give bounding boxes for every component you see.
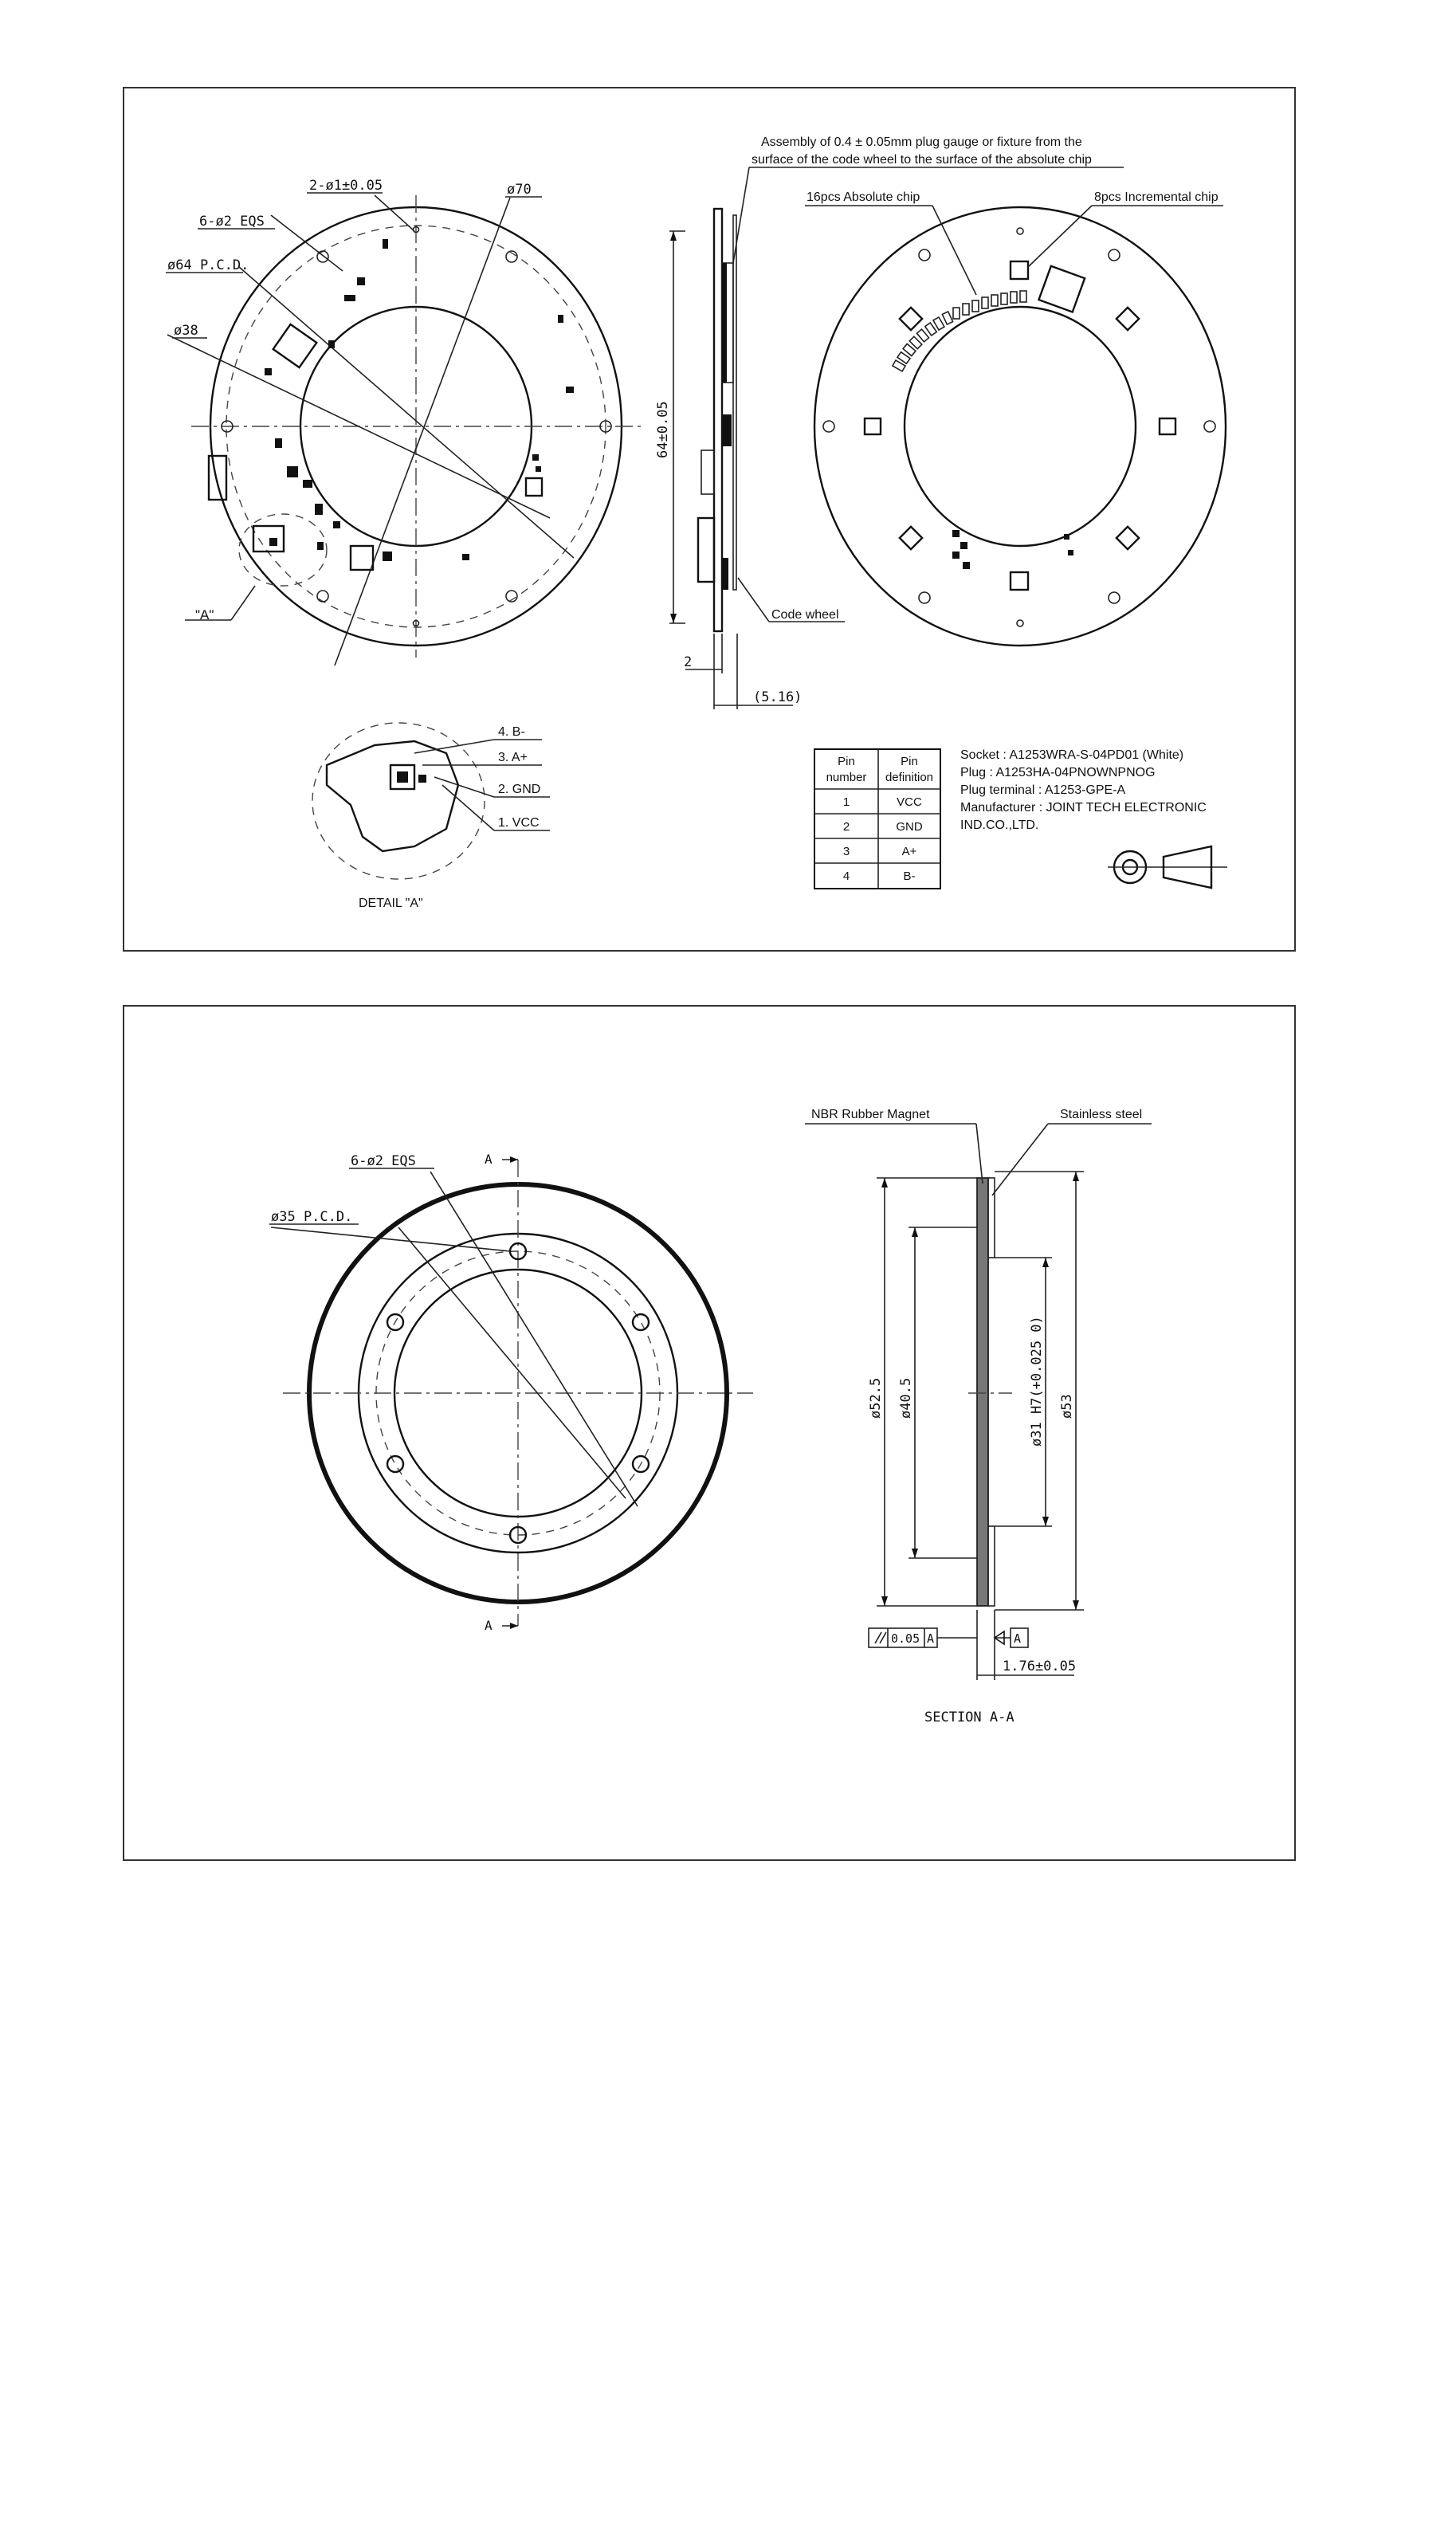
incremental-chip xyxy=(1160,418,1175,434)
absolute-chip xyxy=(1020,291,1026,302)
pin-hole xyxy=(1017,228,1023,234)
smd xyxy=(536,466,541,472)
hole xyxy=(1109,249,1120,261)
side-components xyxy=(722,414,732,446)
smd xyxy=(287,466,298,477)
d70-label: ø70 xyxy=(507,182,532,198)
pin-table-header: Pin xyxy=(901,755,918,768)
section-arrow-top xyxy=(510,1156,518,1163)
code-wheel-side xyxy=(733,215,736,590)
pin-table-header: number xyxy=(826,771,867,784)
section-view xyxy=(805,1124,1152,1680)
section-title: SECTION A-A xyxy=(924,1710,1014,1725)
nbr-label: NBR Rubber Magnet xyxy=(811,1108,930,1121)
absolute-chip xyxy=(991,295,998,306)
absolute-chip xyxy=(942,312,952,324)
incremental-chip xyxy=(1117,308,1139,330)
steel-label: Stainless steel xyxy=(1060,1108,1143,1121)
incremental-chip-label: 8pcs Incremental chip xyxy=(1094,190,1219,204)
smd xyxy=(963,562,970,569)
dim64-label: 64±0.05 xyxy=(655,401,671,458)
detail-a-view xyxy=(312,723,550,879)
dim516-label: (5.16) xyxy=(753,689,803,705)
hole xyxy=(919,592,930,603)
large-ic xyxy=(1038,266,1085,312)
ic xyxy=(351,546,373,570)
smd xyxy=(275,438,282,448)
datum-label: A xyxy=(1014,1631,1022,1646)
smd xyxy=(383,552,392,561)
incremental-chip xyxy=(865,418,881,434)
magnet-hole xyxy=(633,1314,649,1330)
hole xyxy=(317,251,328,262)
assembly-note-line1: Assembly of 0.4 ± 0.05mm plug gauge or fixture from the xyxy=(761,135,1082,149)
assembly-note-line2: surface of the code wheel to the surface of the absolute chip xyxy=(752,153,1092,167)
smd xyxy=(952,552,960,559)
smd xyxy=(1068,550,1073,555)
smd xyxy=(383,239,388,249)
pin-table-cell: B- xyxy=(903,870,916,883)
top-sheet xyxy=(124,88,1295,951)
section-arrow-bottom xyxy=(510,1623,518,1629)
smd xyxy=(265,368,272,375)
absolute-chip xyxy=(982,297,988,308)
code-wheel-label: Code wheel xyxy=(771,608,839,622)
d38-label: ø38 xyxy=(174,323,198,339)
hole xyxy=(1109,592,1120,603)
pin-table-cell: A+ xyxy=(901,845,917,858)
hole xyxy=(919,249,930,261)
pin-table-cell: VCC xyxy=(897,795,922,809)
dim2-label: 2 xyxy=(684,654,693,670)
d31-label: ø31 H7(+0.025 0) xyxy=(1029,1316,1045,1447)
steel-leader xyxy=(992,1124,1048,1195)
absolute-chip xyxy=(916,329,928,342)
rear-outer-circle xyxy=(814,207,1226,646)
connector xyxy=(253,526,284,552)
d405-label: ø40.5 xyxy=(898,1377,914,1419)
detail-a-title: DETAIL "A" xyxy=(359,897,423,910)
pcb-rear-view xyxy=(805,206,1226,646)
flatness-value: 0.05 xyxy=(891,1631,920,1646)
hole xyxy=(823,421,834,432)
detail-pin-2: 2. GND xyxy=(498,783,541,796)
pin-table-header: definition xyxy=(885,771,934,784)
smd xyxy=(317,542,324,550)
two-holes-label: 2-ø1±0.05 xyxy=(309,178,383,194)
side-board xyxy=(714,209,722,631)
smd xyxy=(960,542,967,549)
detail-pin-1: 1. VCC xyxy=(498,816,540,830)
side-connector-body xyxy=(698,518,714,582)
smd xyxy=(328,340,335,348)
incremental-chip-leader xyxy=(1028,206,1092,267)
incremental-chip xyxy=(900,308,922,330)
steel-section-top xyxy=(988,1178,995,1258)
code-wheel-leader xyxy=(738,578,769,622)
smd xyxy=(357,277,365,285)
pin-hole xyxy=(1017,620,1023,626)
six-holes-leader xyxy=(430,1172,638,1506)
pcd64-label: ø64 P.C.D. xyxy=(167,257,249,273)
detail-pin-3: 3. A+ xyxy=(498,751,528,764)
six-holes-label-b: 6-ø2 EQS xyxy=(351,1153,416,1169)
side-components xyxy=(722,558,728,590)
smd xyxy=(333,521,340,528)
manufacturer-info: Manufacturer : JOINT TECH ELECTRONIC xyxy=(960,801,1207,815)
d53-label: ø53 xyxy=(1059,1394,1075,1419)
pin-table-cell: 3 xyxy=(842,845,850,858)
steel-section-bottom xyxy=(988,1526,995,1606)
smd xyxy=(303,480,312,488)
top-sheet-border xyxy=(124,88,1295,951)
connector-body xyxy=(209,456,226,500)
chip xyxy=(273,324,317,367)
socket-info: Socket : A1253WRA-S-04PD01 (White) xyxy=(960,748,1184,762)
pin-table xyxy=(814,749,940,889)
incremental-chip xyxy=(1011,261,1028,279)
six-holes-leader xyxy=(271,215,343,271)
detail-a-circle xyxy=(312,723,485,879)
detail-ref-label: "A" xyxy=(195,607,214,622)
detail-a-pin xyxy=(418,775,426,783)
absolute-chip-arc xyxy=(893,291,1026,371)
section-a-top-label: A xyxy=(485,1152,493,1167)
pcd35-leader xyxy=(398,1227,626,1498)
d525-label: ø52.5 xyxy=(868,1377,884,1419)
smd xyxy=(344,295,355,301)
detail-a-leader xyxy=(231,586,255,620)
pcd35-label: ø35 P.C.D. xyxy=(271,1209,353,1225)
magnet-hole xyxy=(387,1456,403,1472)
pin1-leader xyxy=(442,785,494,830)
hole xyxy=(1204,421,1215,432)
absolute-chip xyxy=(1011,292,1017,303)
connector-pin xyxy=(269,538,277,546)
projection-symbol xyxy=(1108,846,1227,888)
smd xyxy=(532,454,539,461)
nbr-leader xyxy=(976,1124,983,1184)
smd xyxy=(952,530,960,537)
smd xyxy=(566,387,574,393)
ic xyxy=(526,478,542,496)
manufacturer-info-2: IND.CO.,LTD. xyxy=(960,818,1039,832)
smd xyxy=(1064,534,1069,540)
absolute-chip-label: 16pcs Absolute chip xyxy=(806,190,920,204)
plug-terminal-info: Plug terminal : A1253-GPE-A xyxy=(960,783,1126,797)
incremental-chip xyxy=(1011,572,1028,590)
magnet-front-view xyxy=(271,1156,753,1629)
detail-a-connector-outline xyxy=(327,741,458,851)
two-holes-leader xyxy=(375,195,414,231)
section-a-bottom-label: A xyxy=(485,1618,493,1633)
smd xyxy=(462,554,469,560)
side-connector xyxy=(701,450,714,494)
absolute-chip xyxy=(933,317,944,330)
incremental-chip xyxy=(1117,527,1139,549)
magnet-section-body xyxy=(977,1178,988,1606)
thickness-label: 1.76±0.05 xyxy=(1003,1659,1077,1674)
six-holes-label: 6-ø2 EQS xyxy=(199,214,265,230)
pin-table-cell: 4 xyxy=(842,870,850,883)
pcb-side-view xyxy=(655,167,1124,709)
bottom-sheet xyxy=(124,1006,1295,1860)
pin-table-cell: 1 xyxy=(842,795,850,809)
rear-inner-circle xyxy=(905,307,1136,546)
side-components-fill xyxy=(722,263,727,383)
absolute-chip xyxy=(972,300,979,312)
pin-table-header: Pin xyxy=(838,755,855,768)
absolute-chip xyxy=(1001,293,1007,304)
smd xyxy=(315,504,323,515)
bottom-sheet-border xyxy=(124,1006,1295,1860)
pin2-leader xyxy=(434,777,494,797)
absolute-chip xyxy=(953,308,960,319)
incremental-chip xyxy=(900,527,922,549)
pin-table-cell: GND xyxy=(896,820,923,834)
pin-table-cell: 2 xyxy=(842,820,850,834)
plug-info: Plug : A1253HA-04PNOWNPNOG xyxy=(960,766,1156,779)
detail-pin-4: 4. B- xyxy=(498,725,525,739)
hole xyxy=(317,591,328,602)
d70-leader xyxy=(335,198,510,665)
absolute-chip xyxy=(925,323,937,336)
flatness-datum: A xyxy=(927,1631,935,1646)
detail-a-socket-pin xyxy=(397,771,408,783)
absolute-chip xyxy=(963,304,969,315)
smd xyxy=(558,315,563,323)
